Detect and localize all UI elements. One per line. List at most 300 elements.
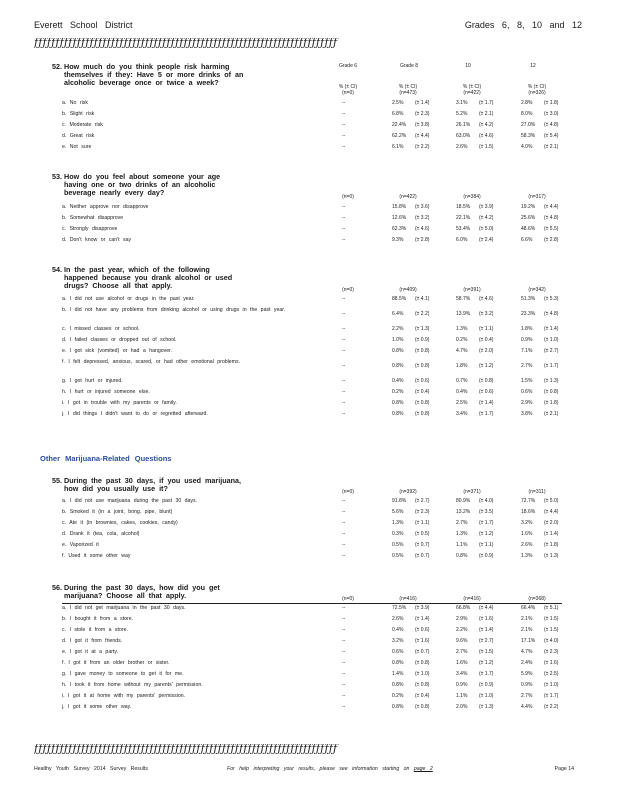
grade12-ci: (± 4.0): [544, 638, 559, 644]
grade8-ci: (± 0.7): [415, 649, 430, 655]
section-title: Other Marijuana-Related Questions: [40, 454, 172, 463]
grade10-ci: (± 1.7): [479, 411, 494, 417]
grade8-value: 0.2%: [392, 693, 404, 699]
grade8-value: 62.2%: [392, 133, 407, 139]
answer-label: j. I did things I didn't want to do or regretted afterward.: [62, 411, 208, 417]
grade8-value: 5.6%: [392, 509, 404, 515]
grade8-value: 0.8%: [392, 411, 404, 417]
grade12-ci: (± 1.7): [544, 693, 559, 699]
grade6-value: --: [342, 204, 346, 210]
answer-row: [52, 625, 612, 636]
grade12-value: 3.8%: [521, 411, 533, 417]
grade8-value: 1.0%: [392, 337, 404, 343]
grade6-value: --: [342, 671, 346, 677]
grade8-value: 12.6%: [392, 215, 407, 221]
grade10-ci: (± 5.0): [479, 226, 494, 232]
answer-label: f. I felt depressed, anxious, scared, or had other emotional problems.: [62, 359, 241, 365]
grade8-value: 0.8%: [392, 400, 404, 406]
grade12-value: 4.7%: [521, 649, 533, 655]
grade12-ci: (± 1.5): [544, 616, 559, 622]
n-grade6: (n=0): [342, 90, 354, 96]
grade8-value: 0.5%: [392, 553, 404, 559]
grade8-value: 1.3%: [392, 520, 404, 526]
grade12-value: 66.4%: [521, 605, 536, 611]
answer-label: i. I got in trouble with my parents or family.: [62, 400, 177, 406]
grade6-value: --: [342, 122, 346, 128]
grade8-ci: (± 1.4): [415, 100, 430, 106]
answer-label: a. I did not get marijuana in the past 30 days.: [62, 605, 186, 611]
grade8-value: 9.3%: [392, 237, 404, 243]
grade12-ci: (± 1.4): [544, 326, 559, 332]
grade10-value: 66.8%: [456, 605, 471, 611]
grade8-ci: (± 0.8): [415, 348, 430, 354]
grade8-value: 88.5%: [392, 296, 407, 302]
grade12-value: 17.1%: [521, 638, 536, 644]
grade8-value: 6.8%: [392, 111, 404, 117]
answer-label: i. I got it at home with my parents' permission.: [62, 693, 186, 699]
decorative-rule-bottom: ƒƒƒƒƒƒƒƒƒƒƒƒƒƒƒƒƒƒƒƒƒƒƒƒƒƒƒƒƒƒƒƒƒƒƒƒƒƒƒƒƒƒƒƒƒƒƒƒƒƒƒƒƒƒƒƒƒƒƒƒƒƒƒƒƒƒƒƒƒƒƒ: [34, 744, 338, 754]
grade8-ci: (± 1.4): [415, 616, 430, 622]
grade12-value: 2.4%: [521, 660, 533, 666]
grade10-value: 80.9%: [456, 498, 471, 504]
grade10-value: 0.8%: [456, 553, 468, 559]
answer-row: [52, 496, 612, 507]
n-grade6: (n=0): [342, 287, 354, 293]
grade12-value: 51.3%: [521, 296, 536, 302]
grade12-value: 2.1%: [521, 627, 533, 633]
district-name: Everett School District: [34, 20, 133, 30]
question-title: 53. How do you feel about someone your age having one or two drinks of an alcoholic beverage nearly every day?: [52, 172, 221, 197]
answer-label: b. I did not have any problems from drinking alcohol or using drugs in the past year.: [62, 307, 286, 313]
grade10-ci: (± 3.9): [479, 204, 494, 210]
grade10-value: 2.6%: [456, 144, 468, 150]
answer-label: d. Drank it (tea, cola, alcohol): [62, 531, 140, 537]
n-grade8: (n=422): [399, 194, 417, 200]
answer-label: a. I did not use marijuana during the past 30 days.: [62, 498, 198, 504]
grade8-ci: (± 0.6): [415, 378, 430, 384]
grade12-ci: (± 5.3): [544, 296, 559, 302]
answer-row: [52, 614, 612, 625]
grade12-value: 2.7%: [521, 363, 533, 369]
answer-row: [52, 120, 612, 131]
grade10-value: 22.1%: [456, 215, 471, 221]
grade12-value: 2.8%: [521, 100, 533, 106]
n-grade6: (n=0): [342, 489, 354, 495]
grade8-value: 1.4%: [392, 671, 404, 677]
answer-row: [52, 335, 612, 346]
grade10-ci: (± 1.5): [479, 144, 494, 150]
answer-label: c. Strongly disapprove: [62, 226, 118, 232]
grade10-ci: (± 1.4): [479, 400, 494, 406]
grade8-ci: (± 4.1): [415, 296, 430, 302]
answer-row: [52, 131, 612, 142]
grade8-value: 0.8%: [392, 348, 404, 354]
grade8-ci: (± 0.9): [415, 337, 430, 343]
grade10-ci: (± 1.5): [479, 649, 494, 655]
grade6-value: --: [342, 311, 346, 317]
n-grade10: (n=391): [463, 287, 481, 293]
grade8-ci: (± 0.4): [415, 389, 430, 395]
grade10-ci: (± 1.4): [479, 627, 494, 633]
grade10-ci: (± 2.1): [479, 111, 494, 117]
grade10-value: 18.5%: [456, 204, 471, 210]
n-grade10: (n=384): [463, 194, 481, 200]
grade10-value: 1.6%: [456, 660, 468, 666]
grade6-value: --: [342, 605, 346, 611]
page-link[interactable]: page 2: [413, 766, 433, 772]
grade12-ci: (± 2.2): [544, 704, 559, 710]
grade6-value: --: [342, 509, 346, 515]
col-header-grade12: 12: [530, 63, 536, 69]
grade12-value: 2.1%: [521, 616, 533, 622]
grade12-ci: (± 5.4): [544, 133, 559, 139]
n-grade8: (n=416): [399, 596, 417, 602]
grade8-ci: (± 3.6): [415, 204, 430, 210]
n-grade10: (n=422): [463, 90, 481, 96]
answer-label: e. I got it at a party.: [62, 649, 119, 655]
answer-label: f. I got it from an older brother or sister.: [62, 660, 170, 666]
grade12-value: 23.3%: [521, 311, 536, 317]
grade12-ci: (± 1.8): [544, 542, 559, 548]
grade8-ci: (± 0.8): [415, 660, 430, 666]
answer-row: [52, 540, 612, 551]
grade12-ci: (± 4.8): [544, 215, 559, 221]
grade12-value: 2.9%: [521, 400, 533, 406]
grade8-ci: (± 3.9): [415, 605, 430, 611]
grade6-value: --: [342, 400, 346, 406]
grade12-value: 1.3%: [521, 553, 533, 559]
answer-label: b. Smoked it (in a joint, bong, pipe, blunt): [62, 509, 173, 515]
n-grade12: (n=317): [528, 194, 546, 200]
grade10-value: 1.1%: [456, 693, 468, 699]
grade12-ci: (± 1.3): [544, 378, 559, 384]
grade12-ci: (± 5.0): [544, 498, 559, 504]
grade10-value: 1.1%: [456, 542, 468, 548]
grade12-ci: (± 3.0): [544, 111, 559, 117]
grade10-value: 2.7%: [456, 649, 468, 655]
grade6-value: --: [342, 660, 346, 666]
grade10-ci: (± 4.0): [479, 498, 494, 504]
grade6-value: --: [342, 337, 346, 343]
n-grade6: (n=0): [342, 194, 354, 200]
grade8-ci: (± 4.6): [415, 226, 430, 232]
answer-table: [52, 603, 612, 713]
answer-label: a. I did not use alcohol or drugs in the past year.: [62, 296, 195, 302]
grade6-value: --: [342, 296, 346, 302]
grade8-ci: (± 3.8): [415, 122, 430, 128]
answer-label: b. I bought it from a store.: [62, 616, 134, 622]
grade12-value: 1.5%: [521, 378, 533, 384]
grade8-value: 91.8%: [392, 498, 407, 504]
grade6-value: --: [342, 682, 346, 688]
grade10-value: 6.0%: [456, 237, 468, 243]
grade6-value: --: [342, 111, 346, 117]
n-grade12: (n=342): [528, 287, 546, 293]
grade10-value: 2.0%: [456, 704, 468, 710]
answer-label: d. I got it from friends.: [62, 638, 123, 644]
grade12-ci: (± 4.4): [544, 509, 559, 515]
answer-label: c. Ate it (in brownies, cakes, cookies, candy): [62, 520, 178, 526]
grade8-ci: (± 0.4): [415, 693, 430, 699]
grade8-ci: (± 0.8): [415, 411, 430, 417]
grade12-ci: (± 2.1): [544, 144, 559, 150]
grade10-value: 1.8%: [456, 363, 468, 369]
answer-row: [52, 507, 612, 518]
grade6-value: --: [342, 616, 346, 622]
question-52: [52, 62, 612, 150]
answer-label: c. I stole it from a store.: [62, 627, 128, 633]
n-grade12: (n=311): [528, 489, 546, 495]
question-56: [52, 583, 612, 710]
grade10-ci: (± 1.6): [479, 616, 494, 622]
question-title: 54. In the past year, which of the following happened because you drank alcohol or used drugs? Choose all that apply.: [52, 265, 233, 290]
grade6-value: --: [342, 627, 346, 633]
question-title: 52. How much do you think people risk harming themselves if they: Have 5 or more drinks of an alcoholic beverage once or twice a week?: [52, 62, 244, 87]
answer-label: g. I got hurt or injured.: [62, 378, 123, 384]
grade12-value: 3.2%: [521, 520, 533, 526]
n-grade8: (n=473): [399, 90, 417, 96]
grade6-value: --: [342, 704, 346, 710]
grade12-ci: (± 1.5): [544, 627, 559, 633]
grade10-value: 26.1%: [456, 122, 471, 128]
grade12-value: 0.9%: [521, 337, 533, 343]
grade10-ci: (± 2.7): [479, 638, 494, 644]
answer-row: [52, 669, 612, 680]
grade12-ci: (± 2.3): [544, 649, 559, 655]
grade10-ci: (± 0.9): [479, 553, 494, 559]
grade8-ci: (± 1.1): [415, 520, 430, 526]
grade10-value: 9.6%: [456, 638, 468, 644]
answer-row: [52, 376, 612, 387]
col-ci-grade8: % (± CI): [398, 84, 418, 90]
answer-row: [52, 109, 612, 120]
answer-row: [52, 142, 612, 153]
grade8-ci: (± 2.3): [415, 111, 430, 117]
grade12-ci: (± 2.5): [544, 671, 559, 677]
grade6-value: --: [342, 326, 346, 332]
grade8-value: 2.2%: [392, 326, 404, 332]
grade12-value: 1.8%: [521, 326, 533, 332]
col-header-grade8: Grade 8: [399, 63, 419, 69]
grade8-value: 15.8%: [392, 204, 407, 210]
grade10-ci: (± 2.0): [479, 348, 494, 354]
answer-row: [52, 398, 612, 409]
grade8-value: 0.2%: [392, 389, 404, 395]
answer-label: f. Used it some other way: [62, 553, 131, 559]
grade10-value: 2.2%: [456, 627, 468, 633]
n-grade8: (n=409): [399, 287, 417, 293]
answer-label: d. I failed classes or dropped out of school.: [62, 337, 177, 343]
grade10-value: 0.4%: [456, 389, 468, 395]
answer-label: c. Moderate risk: [62, 122, 103, 128]
grade10-ci: (± 1.7): [479, 100, 494, 106]
grade12-value: 0.6%: [521, 389, 533, 395]
grade10-value: 3.4%: [456, 411, 468, 417]
grade10-ci: (± 1.1): [479, 326, 494, 332]
answer-label: e. Not sure: [62, 144, 92, 150]
grade10-value: 2.7%: [456, 520, 468, 526]
grade12-ci: (± 2.0): [544, 520, 559, 526]
answer-label: g. I gave money to someone to get it for me.: [62, 671, 184, 677]
grade10-value: 58.7%: [456, 296, 471, 302]
answer-table: [52, 202, 612, 246]
grade8-value: 0.8%: [392, 704, 404, 710]
grade12-ci: (± 0.8): [544, 389, 559, 395]
grade6-value: --: [342, 649, 346, 655]
answer-label: h. I took it from home without my parents' permission.: [62, 682, 203, 688]
answer-row: [52, 529, 612, 540]
grade8-ci: (± 0.8): [415, 704, 430, 710]
n-grade8: (n=392): [399, 489, 417, 495]
grade6-value: --: [342, 520, 346, 526]
answer-row: [52, 98, 612, 109]
grade10-ci: (± 4.2): [479, 122, 494, 128]
answer-row: [52, 387, 612, 398]
grade8-value: 2.5%: [392, 100, 404, 106]
answer-table: [52, 496, 612, 562]
grade12-ci: (± 4.8): [544, 122, 559, 128]
grade10-ci: (± 1.1): [479, 542, 494, 548]
grade10-ci: (± 1.2): [479, 660, 494, 666]
answer-row: [52, 305, 612, 324]
grade12-ci: (± 4.8): [544, 311, 559, 317]
grade8-value: 0.4%: [392, 627, 404, 633]
answer-label: d. Don't know or can't say: [62, 237, 132, 243]
grade10-ci: (± 0.4): [479, 337, 494, 343]
answer-row: [52, 680, 612, 691]
grade10-ci: (± 2.4): [479, 237, 494, 243]
grade10-value: 2.9%: [456, 616, 468, 622]
grade10-value: 0.2%: [456, 337, 468, 343]
question-title: 56. During the past 30 days, how did you get marijuana? Choose all that apply.: [52, 583, 220, 600]
answer-label: d. Great risk: [62, 133, 95, 139]
grade10-value: 1.3%: [456, 326, 468, 332]
answer-table: [52, 294, 612, 420]
grade10-value: 53.4%: [456, 226, 471, 232]
grade10-value: 5.2%: [456, 111, 468, 117]
grade12-value: 7.1%: [521, 348, 533, 354]
grade8-value: 3.2%: [392, 638, 404, 644]
grade10-value: 13.2%: [456, 509, 471, 515]
grade12-ci: (± 1.6): [544, 660, 559, 666]
grade10-ci: (± 0.8): [479, 378, 494, 384]
grade6-value: --: [342, 100, 346, 106]
grade10-ci: (± 3.2): [479, 311, 494, 317]
grade12-ci: (± 2.8): [544, 237, 559, 243]
grade6-value: --: [342, 215, 346, 221]
grade12-value: 4.0%: [521, 144, 533, 150]
grade8-ci: (± 4.4): [415, 133, 430, 139]
grade10-ci: (± 1.3): [479, 704, 494, 710]
answer-row: [52, 551, 612, 562]
answer-label: e. I got sick (vomited) or had a hangover.: [62, 348, 172, 354]
grade10-value: 3.4%: [456, 671, 468, 677]
grade12-ci: (± 1.8): [544, 400, 559, 406]
col-ci-grade10: % (± CI): [462, 84, 482, 90]
grade10-value: 63.0%: [456, 133, 471, 139]
answer-row: [52, 518, 612, 529]
answer-label: a. No risk: [62, 100, 88, 106]
answer-row: [52, 213, 612, 224]
grade8-ci: (± 0.8): [415, 400, 430, 406]
grade8-ci: (± 0.5): [415, 531, 430, 537]
grade6-value: --: [342, 531, 346, 537]
question-53: [52, 172, 612, 243]
grade12-ci: (± 1.8): [544, 100, 559, 106]
page-number: Page 14: [554, 766, 574, 772]
grade8-ci: (± 0.8): [415, 363, 430, 369]
grade12-value: 0.9%: [521, 682, 533, 688]
grade8-ci: (± 2.2): [415, 144, 430, 150]
answer-row: [52, 357, 612, 376]
question-55: [52, 476, 612, 559]
grade12-value: 2.7%: [521, 693, 533, 699]
answer-row: [52, 294, 612, 305]
grade12-ci: (± 1.4): [544, 531, 559, 537]
col-ci-grade6: % (± CI): [338, 84, 358, 90]
n-grade10: (n=416): [463, 596, 481, 602]
answer-label: j. I got it some other way.: [62, 704, 132, 710]
grade12-value: 6.6%: [521, 237, 533, 243]
grade8-value: 22.4%: [392, 122, 407, 128]
question-54: [52, 265, 612, 417]
footer-survey-name: Healthy Youth Survey 2014 Survey Results: [34, 766, 148, 772]
grade10-value: 2.5%: [456, 400, 468, 406]
answer-row: [52, 658, 612, 669]
grade10-ci: (± 4.6): [479, 296, 494, 302]
grade10-ci: (± 1.7): [479, 671, 494, 677]
grade8-ci: (± 1.6): [415, 638, 430, 644]
col-header-grade6: Grade 6: [338, 63, 358, 69]
grade8-ci: (± 0.7): [415, 542, 430, 548]
grade6-value: --: [342, 226, 346, 232]
grade8-ci: (± 3.2): [415, 215, 430, 221]
grade12-value: 2.6%: [521, 542, 533, 548]
n-grade12: (n=368): [528, 596, 546, 602]
grade12-value: 72.7%: [521, 498, 536, 504]
grade8-ci: (± 1.3): [415, 326, 430, 332]
grade8-ci: (± 2.8): [415, 237, 430, 243]
grade10-value: 1.3%: [456, 531, 468, 537]
grade6-value: --: [342, 237, 346, 243]
grade8-ci: (± 0.6): [415, 627, 430, 633]
grade12-value: 8.0%: [521, 111, 533, 117]
grade8-value: 0.8%: [392, 363, 404, 369]
grade8-value: 0.5%: [392, 542, 404, 548]
grade6-value: --: [342, 363, 346, 369]
grade8-value: 6.4%: [392, 311, 404, 317]
grade8-ci: (± 1.0): [415, 671, 430, 677]
grade8-value: 2.6%: [392, 616, 404, 622]
answer-row: [52, 202, 612, 213]
answer-row: [52, 647, 612, 658]
grade10-ci: (± 1.2): [479, 363, 494, 369]
grade10-value: 0.9%: [456, 682, 468, 688]
grade8-value: 0.6%: [392, 649, 404, 655]
grade6-value: --: [342, 144, 346, 150]
grade12-value: 19.2%: [521, 204, 536, 210]
grade6-value: --: [342, 389, 346, 395]
grade10-ci: (± 1.0): [479, 693, 494, 699]
grades-label: Grades 6, 8, 10 and 12: [464, 20, 582, 30]
n-grade12: (n=326): [528, 90, 546, 96]
answer-row: [52, 702, 612, 713]
grade8-value: 62.3%: [392, 226, 407, 232]
col-header-grade10: 10: [465, 63, 471, 69]
answer-row: [52, 409, 612, 420]
grade10-value: 3.1%: [456, 100, 468, 106]
grade10-ci: (± 0.9): [479, 682, 494, 688]
